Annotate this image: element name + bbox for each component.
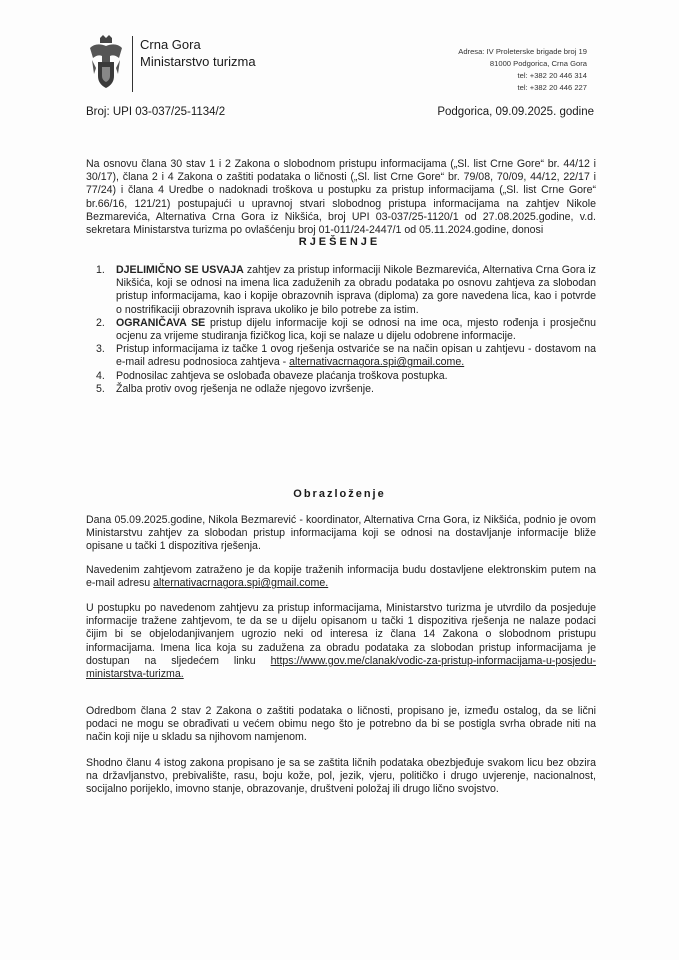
reasoning-paragraph: Odredbom člana 2 stav 2 Zakona o zaštiti podataka o ličnosti, propisano je, između ostalog, da se lični podaci ne mogu se obrađivati u većem obimu nego što je potrebno da bi se postigla svrha obrade niti na način koji nije u skladu sa njihovom namjenom.	[86, 705, 596, 744]
decision-item: 2. OGRANIČAVA SE pristup dijelu informacije koji se odnosi na ime oca, mjesto rođenja i prosječnu ocjenu za vrijeme studiranja fizičkog lica, koji se nalaze u dijelu odobrene informacije.	[96, 316, 596, 343]
intro-paragraph: Na osnovu člana 30 stav 1 i 2 Zakona o slobodnom pristupu informacijama („Sl. list Crne Gore“ br. 44/12 i 30/17), člana 2 i 4 Zakona o zaštiti podataka o ličnosti („Sl. list Crne Gore“ br. 79/08, 70/09, 44/12, 22/17 i 77/24) i člana 4 Uredbe o nadoknadi troškova u postupku za pristup informacijama („Sl. list Crne Gore“ br.66/16, 121/21) postupajući u upravnoj stvari slobodnog pristupa informacijama na zahtjev Nikole Bezmarevića, Alternativa Crna Gora iz Nikšića, broj UPI 03-037/25-1120/1 od 27.08.2025.godine, v.d. sekretara Ministarstva turizma po ovlašćenju broj 01-011/24-2447/1 od 05.11.2024.godine, donosi	[86, 158, 596, 237]
header-divider	[132, 36, 133, 92]
decision-item: 4. Podnosilac zahtjeva se oslobađa obaveze plaćanja troškova postupka.	[96, 369, 448, 382]
document-date: Podgorica, 09.09.2025. godine	[437, 106, 594, 118]
address-block	[458, 46, 587, 94]
decision-list	[96, 264, 596, 396]
coat-of-arms-icon	[86, 34, 126, 92]
address-line: 81000 Podgorica, Crna Gora	[489, 59, 587, 68]
email-link[interactable]: alternativacrnagora.spi@gmail.come.	[289, 356, 465, 369]
reasoning-paragraph: Shodno članu 4 istog zakona propisano je sa se zaštita ličnih podataka obezbjeđuje svakom licu bez obzira na državljanstvo, prebivalište, rasu, boju kože, pol, jezik, vjeru, političko i drugo uvjerenje, nacionalnost, socijalno porijeklo, imovno stanje, obrazovanje, društveni položaj ili drugo lično svojstvo.	[86, 757, 596, 796]
phone-line: tel: +382 20 446 314	[517, 71, 587, 80]
reasoning-paragraph: Dana 05.09.2025.godine, Nikola Bezmarević - koordinator, Alternativa Crna Gora, iz Nikšića, podnio je ovom Ministarstvu zahtjev za slobodan pristup informacijama koji se odnosi na dostavljanje informacije bliže opisane u tački 1 dispozitiva rješenja.	[86, 514, 596, 553]
country-name: Crna Gora	[140, 37, 201, 52]
decision-item: 5. Žalba protiv ovog rješenja ne odlaže njegovo izvršenje.	[96, 382, 374, 395]
decision-item: 3. Pristup informacijama iz tačke 1 ovog rješenja ostvariće se na način opisan u zahtjevu - dostavom na e-mail adresu podnosioca zahtjeva - alternativacrnagora.spi@gmail.come.	[96, 343, 596, 369]
decision-heading: RJEŠENJE	[298, 236, 381, 248]
reference-number: Broj: UPI 03-037/25-1134/2	[86, 106, 226, 118]
reasoning-heading: Obrazloženje	[293, 488, 386, 500]
reasoning-paragraph: U postupku po navedenom zahtjevu za pristup informacijama, Ministarstvo turizma je utvrdilo da posjeduje informacije tražene zahtjevom, te da se u dijelu opisanom u tački 1 dispozitiva rješenja ne nalaze podaci čijim bi se objelodanjivanjem ugrozio neki od interesa iz člana 14 Zakona o slobodnom pristupu informacijama. Imena lica koja su zadužena za obradu podataka za slobodan pristup informacijama je dostupan na sljedećem linku https://www.gov.me/clanak/vodic-za-pristup-informacijama-u-posjedu-ministarstva-turizma.	[86, 602, 596, 681]
guide-link[interactable]: https://www.gov.me/clanak/vodic-za-pristup-informacijama-u-posjedu-ministarstva-turizma.	[86, 654, 596, 681]
decision-item: 1. DJELIMIČNO SE USVAJA zahtjev za pristup informaciji Nikole Bezmarevića, Alternativa Crna Gora iz Nikšića, koji se odnosi na imena lica zaduženih za obradu podataka po osnovu zahtjeva za slobodan pristup informacijama, kao i kopije obrazovnih isprava (diploma) za gore navedena lica, kao i potvrde o nostrifikaciji obrazovnih isprava ukoliko je bilo potrebe za istim.	[96, 264, 596, 316]
email-link[interactable]: alternativacrnagora.spi@gmail.come.	[153, 577, 329, 590]
ministry-name: Ministarstvo turizma	[140, 54, 256, 69]
phone-line: tel: +382 20 446 227	[517, 83, 587, 92]
reasoning-paragraph: Navedenim zahtjevom zatraženo je da kopije traženih informacija budu dostavljene elektronskim putem na e-mail adresu alternativacrnagora.spi@gmail.come.	[86, 564, 596, 590]
address-line: Adresa: IV Proleterske brigade broj 19	[458, 47, 587, 56]
